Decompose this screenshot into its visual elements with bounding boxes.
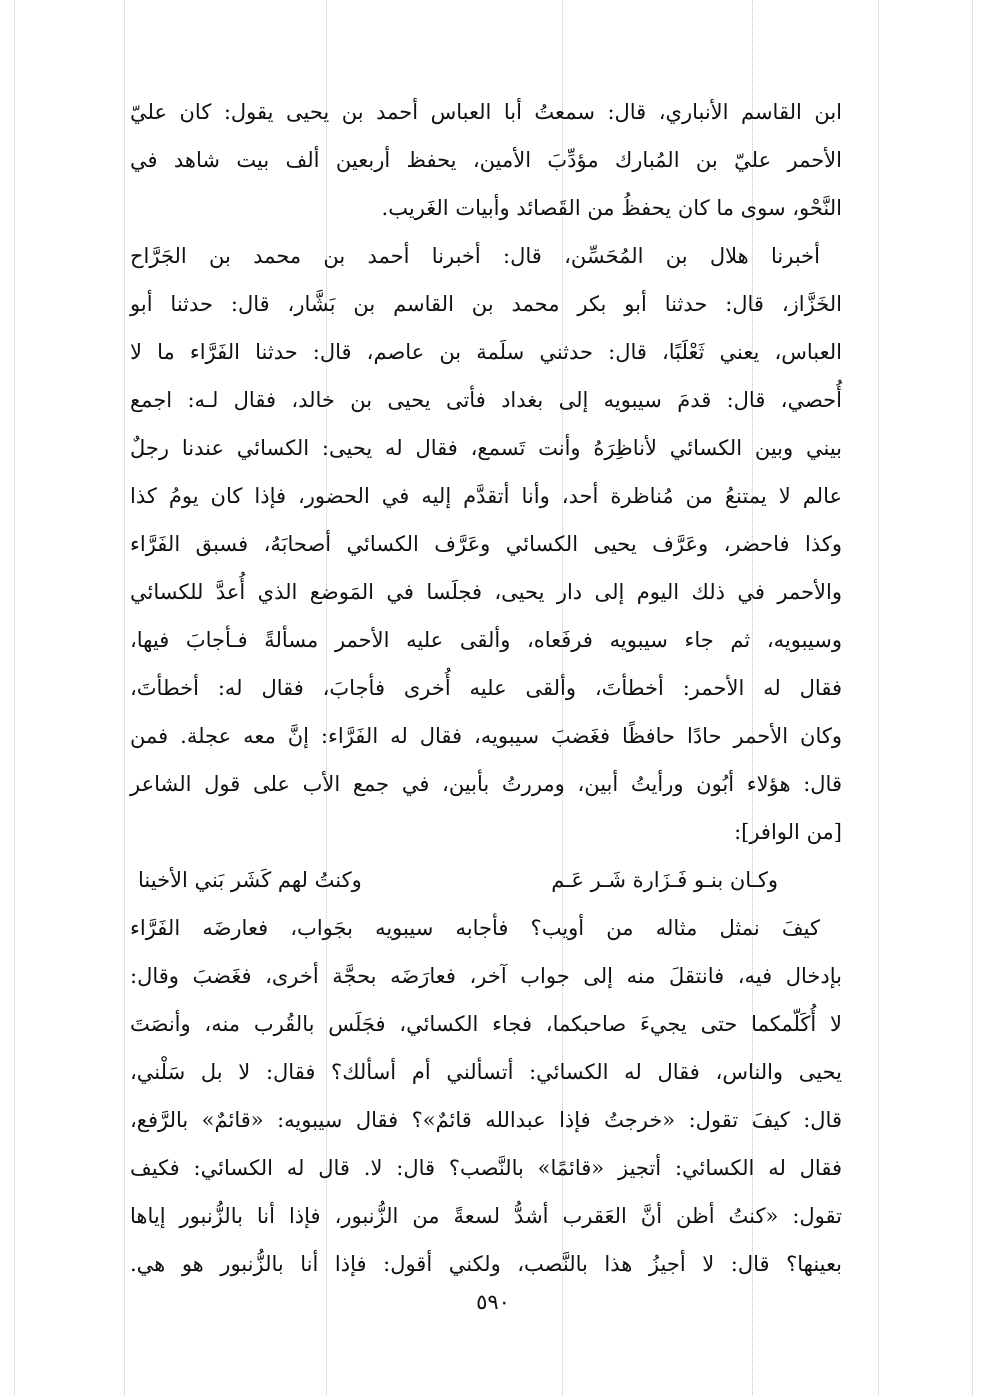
paragraph <box>130 88 842 232</box>
text-line: بيني وبين الكسائي لأناظِرَهُ وأنت تَسمع، فقال له يحيى: الكسائي عندنا رجلٌ <box>130 436 842 460</box>
text-line: أُحصي، قال: قدمَ سيبويه إلى بغداد فأتى يحيى بن خالد، فقال لـه: اجمع <box>130 388 842 412</box>
text-line: وكان الأحمر حادًا حافظًا فغَضبَ سيبويه، فقال له الفَرَّاء: إنَّ معه عجلة. فمن <box>130 724 842 748</box>
text-line: كيفَ نمثل مثاله من أويب؟ فأجابه سيبويه بجَواب، فعارضَه الفَرَّاء <box>130 916 820 940</box>
text-line: يحيى والناس، فقال له الكسائي: أتسألني أم أسألك؟ فقال: لا بل سَلْني، <box>130 1060 842 1084</box>
text-line: قال: كيفَ تقول: «خرجتُ فإذا عبدالله قائمٌ»؟ فقال سيبويه: «قائمٌ» بالرَّفع، <box>130 1108 842 1132</box>
text-line: أخبرنا هلال بن المُحَسِّن، قال: أخبرنا أحمد بن محمد بن الجَرَّاح <box>130 244 820 268</box>
text-line: وسيبويه، ثم جاء سيبويه فرفَعاه، وألقى عليه الأحمر مسألةً فـأجابَ فيها، <box>130 628 842 652</box>
text-line: الخَزَّاز، قال: حدثنا أبو بكر محمد بن القاسم بن بَشَّار، قال: حدثنا أبو <box>130 292 842 316</box>
text-line: تقول: «كنتُ أظن أنَّ العَقرب أشدُّ لسعةً من الزُّنبور، فإذا أنا بالزُّنبور إياها <box>130 1204 842 1228</box>
text-line: فقال له الأحمر: أخطأتَ، وألقى عليه أُخرى فأجابَ، فقال له: أخطأتَ، <box>130 676 842 700</box>
text-line: النَّحْو، سوى ما كان يحفظُ من القَصائد وأبيات الغَريب. <box>381 196 842 220</box>
body-text <box>130 88 842 1288</box>
paper-texture <box>124 0 125 1395</box>
text-line: الأحمر عليّ بن المُبارك مؤدِّبَ الأمين، يحفظ أربعين ألف بيت شاهد في <box>130 148 842 172</box>
text-line: عالم لا يمتنعُ من مُناظرة أحد، وأنا أتقدَّم إليه في الحضور، فإذا كان يومُ كذا <box>130 484 842 508</box>
text-line: قال: هؤلاء أبُون ورأيتُ أبين، ومررتُ بأبين، في جمع الأب على قول الشاعر <box>130 772 842 796</box>
verse-hemistich-second: وكنتُ لهم كَشَر بَني الأخينا <box>138 868 362 892</box>
text-line: العباس، يعني ثَعْلَبًا، قال: حدثني سلَمة بن عاصم، قال: حدثنا الفَرَّاء ما لا <box>130 340 842 364</box>
paper-texture <box>14 0 15 1395</box>
text-line: [من الوافر]: <box>734 820 842 844</box>
paper-texture <box>972 0 973 1395</box>
poetry-verse <box>130 856 842 904</box>
text-line: ابن القاسم الأنباري، قال: سمعتُ أبا العباس أحمد بن يحيى يقول: كان عليّ <box>130 100 842 124</box>
paper-texture <box>878 0 879 1395</box>
page-number: ٥٩٠ <box>476 1290 510 1314</box>
verse-hemistich-first: وكـان بنـو فَـزَارة شَـر عَـم <box>551 868 778 892</box>
text-line: فقال له الكسائي: أتجيز «قائمًا» بالنَّصب؟ قال: لا. قال له الكسائي: فكيف <box>130 1156 842 1180</box>
paragraph <box>130 904 842 1288</box>
text-line: بعينها؟ قال: لا أجيزُ هذا بالنَّصب، ولكني أقول: فإذا أنا بالزُّنبور هو هي. <box>130 1252 842 1276</box>
paragraph <box>130 232 842 856</box>
text-line: وكذا فاحضر، وعَرَّف يحيى الكسائي وعَرَّف الكسائي أصحابَهُ، فسبق الفَرَّاء <box>130 532 842 556</box>
text-line: بإدخال فيه، فانتقلَ منه إلى جواب آخر، فعارَضَه بحجَّة أخرى، فغَضبَ وقال: <box>130 964 842 988</box>
text-line: لا أُكَلّمكما حتى يجيءَ صاحبكما، فجاء الكسائي، فجَلَس بالقُرب منه، وأنصَتَ <box>130 1012 842 1036</box>
text-line: والأحمر في ذلك اليوم إلى دار يحيى، فجلَسا في المَوضع الذي أُعدَّ للكسائي <box>130 580 842 604</box>
